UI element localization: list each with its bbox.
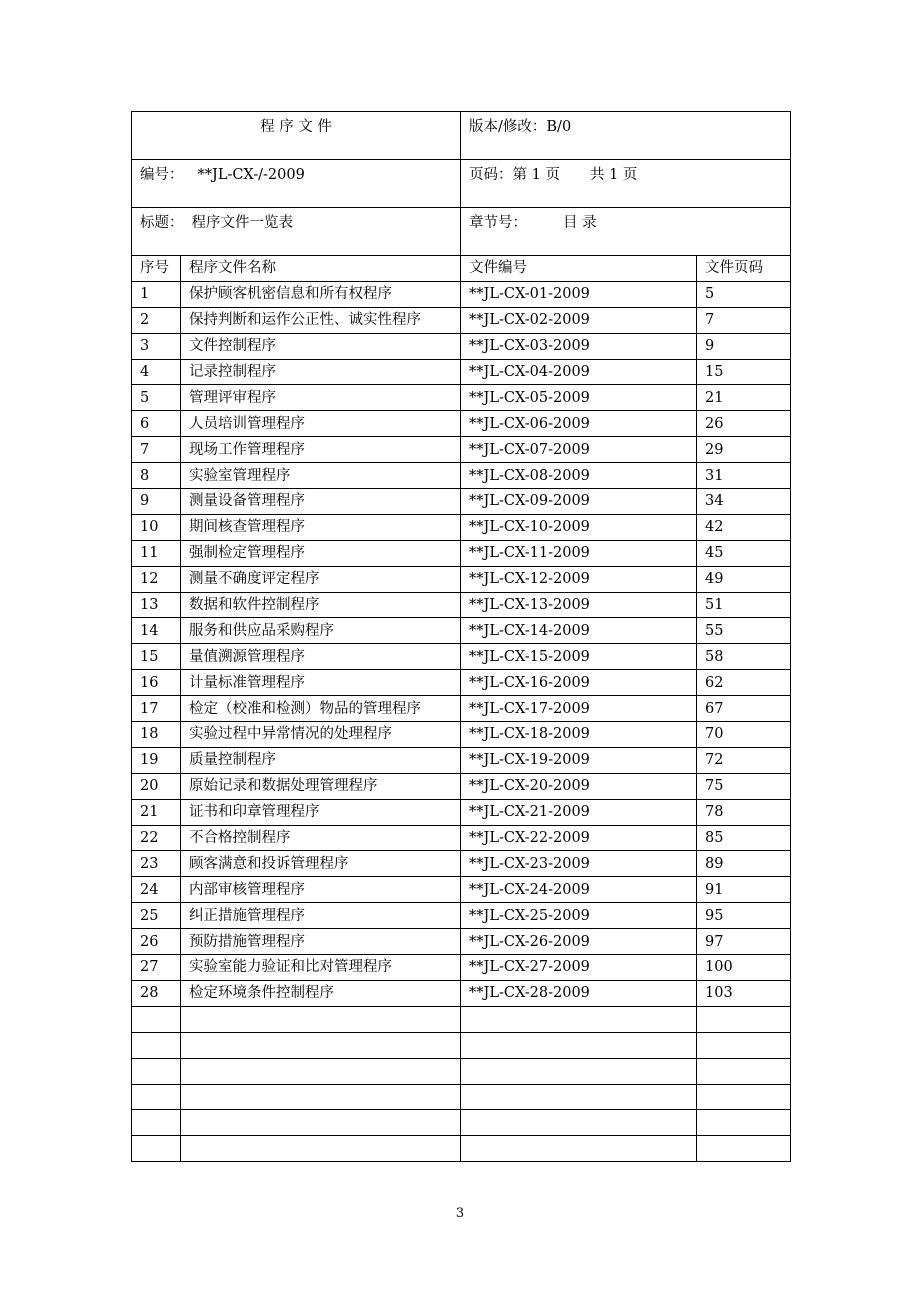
procedure-name: 实验室管理程序 xyxy=(181,463,461,489)
table-row xyxy=(132,825,791,851)
procedure-name: 保护顾客机密信息和所有权程序 xyxy=(181,281,461,307)
empty-cell xyxy=(132,1058,181,1084)
page-number-cell: 26 xyxy=(697,411,791,437)
file-code: **JL-CX-04-2009 xyxy=(461,359,697,385)
page-number-cell: 72 xyxy=(697,747,791,773)
file-code: **JL-CX-07-2009 xyxy=(461,437,697,463)
chapter-cell xyxy=(461,208,791,256)
row-number: 10 xyxy=(132,514,181,540)
file-code: **JL-CX-28-2009 xyxy=(461,980,697,1006)
file-code: **JL-CX-12-2009 xyxy=(461,566,697,592)
version-info: 版本/修改：B/0 xyxy=(461,112,791,160)
empty-row xyxy=(132,1110,791,1136)
procedure-name: 内部审核管理程序 xyxy=(181,877,461,903)
table-row xyxy=(132,670,791,696)
table-row xyxy=(132,877,791,903)
empty-cell xyxy=(697,1084,791,1110)
procedure-name: 质量控制程序 xyxy=(181,747,461,773)
procedure-name: 证书和印章管理程序 xyxy=(181,799,461,825)
page-number-cell: 58 xyxy=(697,644,791,670)
page-number-cell: 29 xyxy=(697,437,791,463)
file-code: **JL-CX-13-2009 xyxy=(461,592,697,618)
empty-cell xyxy=(461,1032,697,1058)
empty-cell xyxy=(132,1084,181,1110)
page-number-cell: 9 xyxy=(697,333,791,359)
chapter-label: 章节号： xyxy=(469,215,528,231)
row-number: 12 xyxy=(132,566,181,592)
doc-number-cell xyxy=(132,160,461,208)
procedure-name: 测量设备管理程序 xyxy=(181,489,461,515)
file-code: **JL-CX-26-2009 xyxy=(461,929,697,955)
chapter-value: 目 录 xyxy=(563,215,597,231)
row-number: 20 xyxy=(132,773,181,799)
file-code: **JL-CX-08-2009 xyxy=(461,463,697,489)
row-number: 28 xyxy=(132,980,181,1006)
table-row xyxy=(132,618,791,644)
column-header-no: 序号 xyxy=(132,256,181,282)
procedure-name: 人员培训管理程序 xyxy=(181,411,461,437)
table-row xyxy=(132,644,791,670)
page-number-cell: 91 xyxy=(697,877,791,903)
page-number-cell: 78 xyxy=(697,799,791,825)
empty-cell xyxy=(461,1084,697,1110)
page-number-cell: 34 xyxy=(697,489,791,515)
page-number-cell: 62 xyxy=(697,670,791,696)
file-code: **JL-CX-17-2009 xyxy=(461,696,697,722)
row-number: 9 xyxy=(132,489,181,515)
empty-row xyxy=(132,1084,791,1110)
page-number-cell: 95 xyxy=(697,903,791,929)
table-row xyxy=(132,929,791,955)
procedure-name: 期间核查管理程序 xyxy=(181,514,461,540)
empty-cell xyxy=(181,1006,461,1032)
empty-cell xyxy=(181,1058,461,1084)
file-code: **JL-CX-09-2009 xyxy=(461,489,697,515)
empty-cell xyxy=(181,1136,461,1162)
row-number: 23 xyxy=(132,851,181,877)
procedure-name: 原始记录和数据处理管理程序 xyxy=(181,773,461,799)
empty-cell xyxy=(697,1006,791,1032)
table-row xyxy=(132,851,791,877)
page-number-cell: 97 xyxy=(697,929,791,955)
empty-row xyxy=(132,1006,791,1032)
row-number: 16 xyxy=(132,670,181,696)
row-number: 7 xyxy=(132,437,181,463)
table-row xyxy=(132,747,791,773)
doc-number-label: 编号： xyxy=(140,167,184,183)
empty-cell xyxy=(697,1136,791,1162)
procedure-document-table xyxy=(131,111,791,1162)
page-number-cell: 89 xyxy=(697,851,791,877)
empty-row xyxy=(132,1058,791,1084)
row-number: 6 xyxy=(132,411,181,437)
table-row xyxy=(132,955,791,981)
table-row xyxy=(132,437,791,463)
header-row-3 xyxy=(132,208,791,256)
page-number-cell: 51 xyxy=(697,592,791,618)
empty-cell xyxy=(132,1032,181,1058)
empty-cell xyxy=(132,1110,181,1136)
empty-cell xyxy=(461,1136,697,1162)
procedure-name: 文件控制程序 xyxy=(181,333,461,359)
table-row xyxy=(132,463,791,489)
file-code: **JL-CX-27-2009 xyxy=(461,955,697,981)
row-number: 17 xyxy=(132,696,181,722)
procedure-name: 计量标准管理程序 xyxy=(181,670,461,696)
file-code: **JL-CX-05-2009 xyxy=(461,385,697,411)
procedure-name: 现场工作管理程序 xyxy=(181,437,461,463)
table-row xyxy=(132,696,791,722)
page-number-cell: 85 xyxy=(697,825,791,851)
file-code: **JL-CX-23-2009 xyxy=(461,851,697,877)
page-number-cell: 67 xyxy=(697,696,791,722)
file-code: **JL-CX-02-2009 xyxy=(461,307,697,333)
table-row xyxy=(132,489,791,515)
procedure-name: 预防措施管理程序 xyxy=(181,929,461,955)
page-number-cell: 5 xyxy=(697,281,791,307)
column-header-page: 文件页码 xyxy=(697,256,791,282)
page-number-cell: 103 xyxy=(697,980,791,1006)
row-number: 4 xyxy=(132,359,181,385)
empty-cell xyxy=(181,1110,461,1136)
header-row-2 xyxy=(132,160,791,208)
table-row xyxy=(132,333,791,359)
procedure-name: 强制检定管理程序 xyxy=(181,540,461,566)
table-row xyxy=(132,385,791,411)
file-code: **JL-CX-01-2009 xyxy=(461,281,697,307)
page-number-cell: 42 xyxy=(697,514,791,540)
empty-cell xyxy=(132,1006,181,1032)
table-row xyxy=(132,566,791,592)
page-number-cell: 7 xyxy=(697,307,791,333)
table-row xyxy=(132,307,791,333)
procedure-name: 记录控制程序 xyxy=(181,359,461,385)
file-code: **JL-CX-24-2009 xyxy=(461,877,697,903)
page-info-current: 页码：第 1 页 xyxy=(469,167,560,183)
empty-cell xyxy=(132,1136,181,1162)
page-info-cell xyxy=(461,160,791,208)
row-number: 21 xyxy=(132,799,181,825)
table-row xyxy=(132,722,791,748)
procedure-name: 不合格控制程序 xyxy=(181,825,461,851)
row-number: 22 xyxy=(132,825,181,851)
procedure-name: 实验过程中异常情况的处理程序 xyxy=(181,722,461,748)
procedure-name: 测量不确度评定程序 xyxy=(181,566,461,592)
table-row xyxy=(132,980,791,1006)
table-row xyxy=(132,281,791,307)
table-row xyxy=(132,411,791,437)
page-number: 3 xyxy=(455,1206,465,1221)
empty-row xyxy=(132,1136,791,1162)
doc-title-cell xyxy=(132,208,461,256)
doc-number-value: **JL-CX-/-2009 xyxy=(197,167,305,183)
empty-cell xyxy=(461,1110,697,1136)
column-header-name: 程序文件名称 xyxy=(181,256,461,282)
file-code: **JL-CX-10-2009 xyxy=(461,514,697,540)
procedure-name: 检定环境条件控制程序 xyxy=(181,980,461,1006)
procedure-name: 量值溯源管理程序 xyxy=(181,644,461,670)
row-number: 24 xyxy=(132,877,181,903)
page-number-cell: 31 xyxy=(697,463,791,489)
column-header-row xyxy=(132,256,791,282)
empty-cell xyxy=(697,1058,791,1084)
file-code: **JL-CX-14-2009 xyxy=(461,618,697,644)
page-info-total: 共 1 页 xyxy=(589,167,638,183)
file-code: **JL-CX-16-2009 xyxy=(461,670,697,696)
doc-type: 程 序 文 件 xyxy=(132,112,461,160)
page-number-cell: 49 xyxy=(697,566,791,592)
table-row xyxy=(132,592,791,618)
table-row xyxy=(132,799,791,825)
table-row xyxy=(132,540,791,566)
row-number: 15 xyxy=(132,644,181,670)
row-number: 19 xyxy=(132,747,181,773)
empty-row xyxy=(132,1032,791,1058)
procedure-name: 纠正措施管理程序 xyxy=(181,903,461,929)
file-code: **JL-CX-25-2009 xyxy=(461,903,697,929)
column-header-code: 文件编号 xyxy=(461,256,697,282)
empty-cell xyxy=(697,1110,791,1136)
procedure-name: 顾客满意和投诉管理程序 xyxy=(181,851,461,877)
row-number: 8 xyxy=(132,463,181,489)
page-number-cell: 45 xyxy=(697,540,791,566)
empty-cell xyxy=(181,1084,461,1110)
procedure-name: 数据和软件控制程序 xyxy=(181,592,461,618)
page-number-cell: 100 xyxy=(697,955,791,981)
empty-cell xyxy=(461,1058,697,1084)
row-number: 5 xyxy=(132,385,181,411)
page-number-cell: 75 xyxy=(697,773,791,799)
page-number-cell: 70 xyxy=(697,722,791,748)
procedure-name: 检定（校准和检测）物品的管理程序 xyxy=(181,696,461,722)
file-code: **JL-CX-06-2009 xyxy=(461,411,697,437)
empty-cell xyxy=(461,1006,697,1032)
table-row xyxy=(132,359,791,385)
procedure-name: 保持判断和运作公正性、诚实性程序 xyxy=(181,307,461,333)
row-number: 25 xyxy=(132,903,181,929)
file-code: **JL-CX-15-2009 xyxy=(461,644,697,670)
procedure-name: 服务和供应品采购程序 xyxy=(181,618,461,644)
file-code: **JL-CX-18-2009 xyxy=(461,722,697,748)
row-number: 3 xyxy=(132,333,181,359)
file-code: **JL-CX-22-2009 xyxy=(461,825,697,851)
row-number: 13 xyxy=(132,592,181,618)
row-number: 1 xyxy=(132,281,181,307)
table-row xyxy=(132,514,791,540)
file-code: **JL-CX-20-2009 xyxy=(461,773,697,799)
file-code: **JL-CX-11-2009 xyxy=(461,540,697,566)
row-number: 2 xyxy=(132,307,181,333)
table-row xyxy=(132,773,791,799)
page-number-cell: 55 xyxy=(697,618,791,644)
empty-cell xyxy=(181,1032,461,1058)
file-code: **JL-CX-19-2009 xyxy=(461,747,697,773)
header-row-1 xyxy=(132,112,791,160)
row-number: 18 xyxy=(132,722,181,748)
table-row xyxy=(132,903,791,929)
empty-cell xyxy=(697,1032,791,1058)
row-number: 11 xyxy=(132,540,181,566)
page-number-cell: 15 xyxy=(697,359,791,385)
page-number-cell: 21 xyxy=(697,385,791,411)
row-number: 26 xyxy=(132,929,181,955)
file-code: **JL-CX-21-2009 xyxy=(461,799,697,825)
file-code: **JL-CX-03-2009 xyxy=(461,333,697,359)
doc-title-label: 标题： xyxy=(140,215,184,231)
procedure-name: 管理评审程序 xyxy=(181,385,461,411)
doc-title-value: 程序文件一览表 xyxy=(191,215,293,231)
procedure-name: 实验室能力验证和比对管理程序 xyxy=(181,955,461,981)
row-number: 14 xyxy=(132,618,181,644)
row-number: 27 xyxy=(132,955,181,981)
